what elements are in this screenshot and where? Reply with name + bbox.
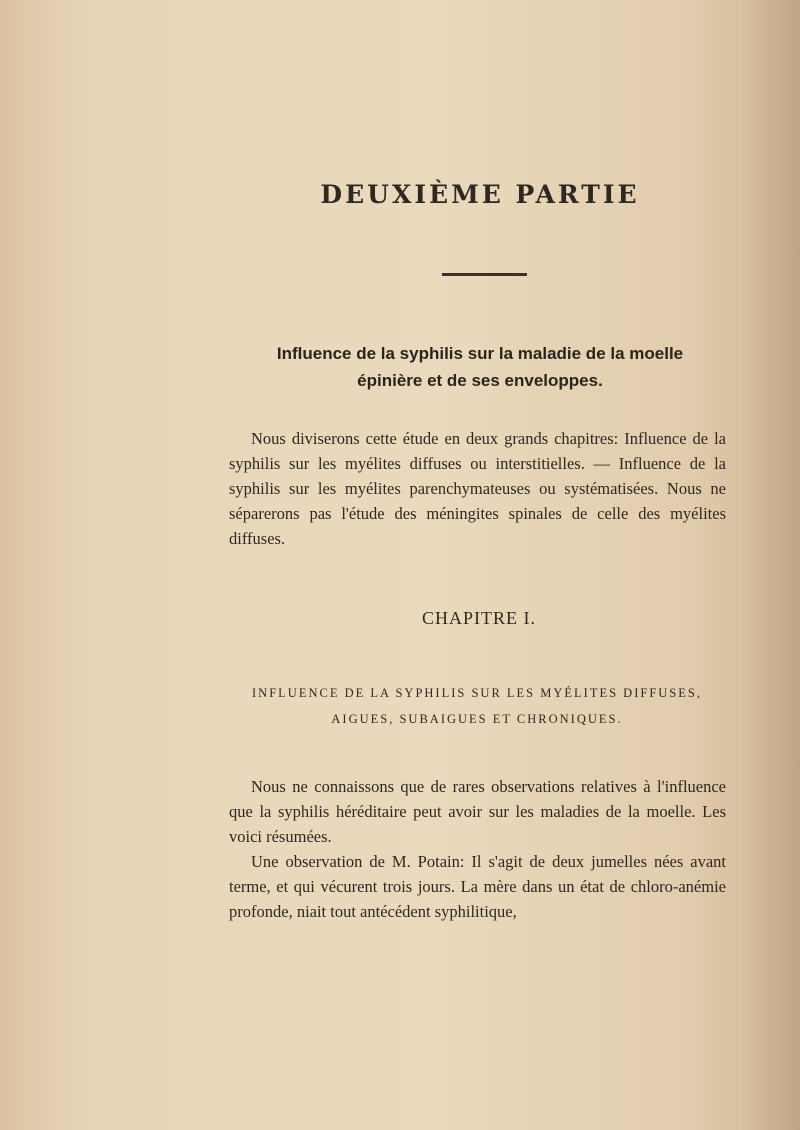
chapter-heading: CHAPITRE I.: [422, 608, 536, 628]
section-title: [225, 340, 735, 394]
part-title: DEUXIÈME PARTIE: [320, 180, 640, 209]
section-title-line-2: épinière et de ses enveloppes.: [357, 371, 603, 390]
section-title-line-1: Influence de la syphilis sur la maladie de la moelle: [276, 344, 684, 363]
body-paragraph-2: Une observation de M. Potain: Il s'agit de deux jumelles nées avant terme, et qui vécurent trois jours. La mère dans un état de chloro-anémie profonde, niait tout antécédent syphilitique,: [229, 852, 726, 921]
title-rule: [442, 273, 527, 276]
chapter-subtitle-line-2: AIGUES, SUBAIGUES ET CHRONIQUES.: [331, 712, 623, 726]
page-edge-shadow: [740, 0, 800, 1130]
intro-paragraph: Nous diviserons cette étude en deux grands chapitres: Influence de la syphilis sur les myélites diffuses ou interstitielles. — Influence de la syphilis sur les myélites parenchymateuses ou systématisées. Nous ne séparerons pas l'étude des méningites spinales de celle des myélites diffuses.: [229, 429, 726, 548]
chapter-subtitle: [222, 680, 732, 732]
chapter-subtitle-line-1: INFLUENCE DE LA SYPHILIS SUR LES MYÉLITES DIFFUSES,: [252, 686, 702, 700]
intro-paragraph-block: [229, 426, 726, 551]
body-text-block: [229, 774, 726, 924]
body-paragraph-1: Nous ne connaissons que de rares observations relatives à l'influence que la syphilis héréditaire peut avoir sur les maladies de la moelle. Les voici résumées.: [229, 777, 726, 846]
